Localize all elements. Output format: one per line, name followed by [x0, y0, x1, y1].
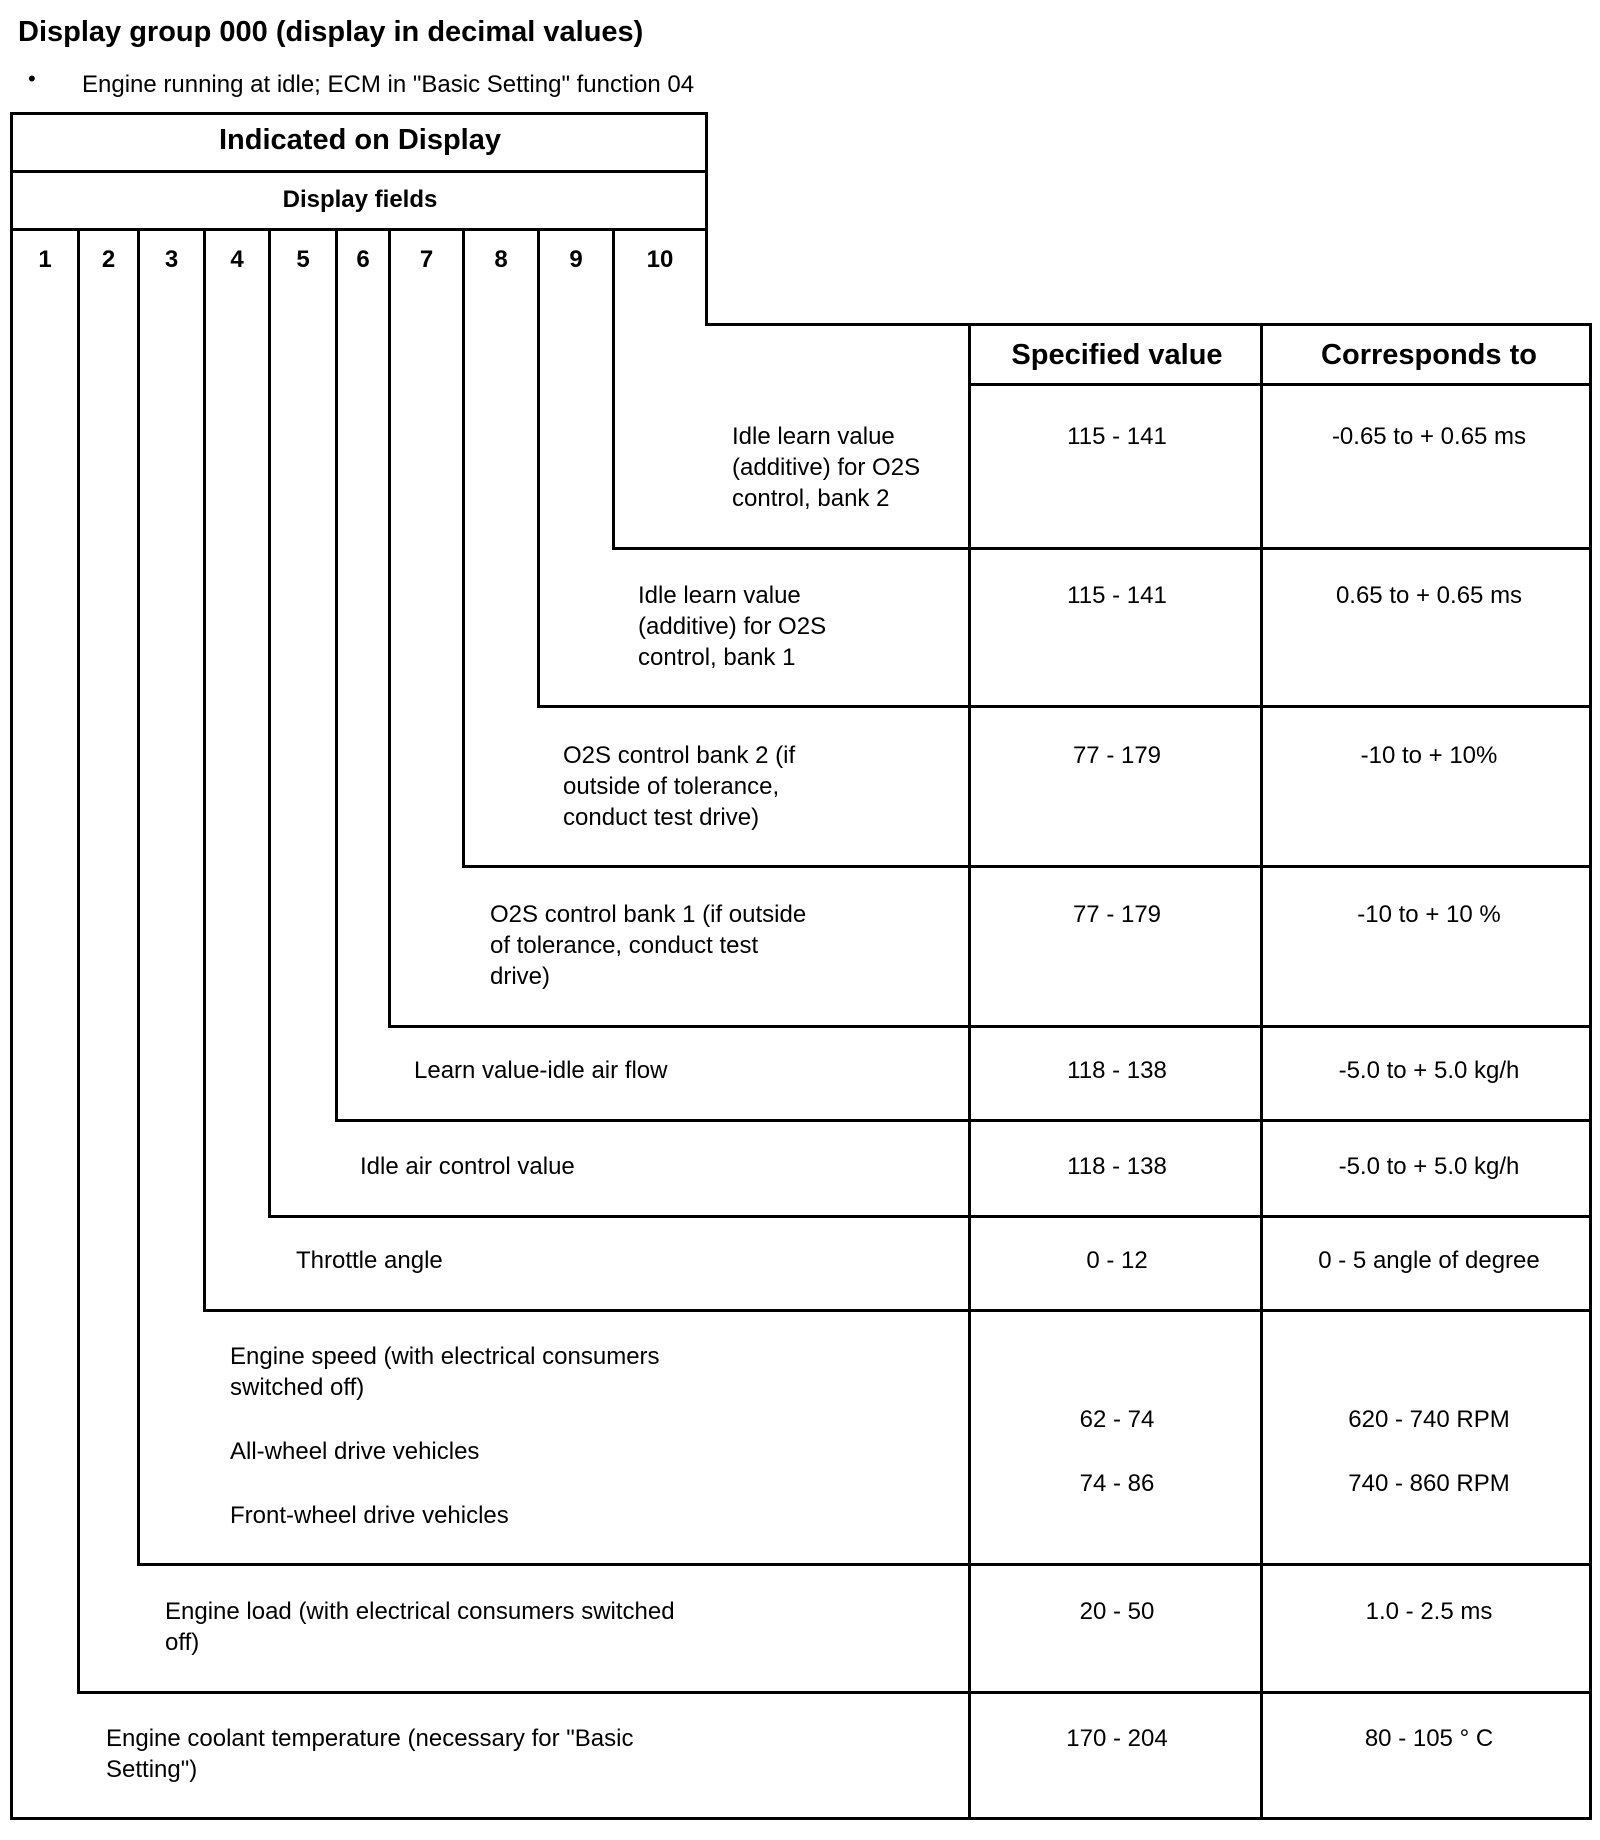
row-description: Engine speed (with electrical consumers switched off) [230, 1343, 660, 1401]
field-number: 8 [494, 246, 508, 273]
table-border-line [388, 1025, 1592, 1028]
row-description: Idle learn value (additive) for O2S control, bank 2 [732, 423, 921, 512]
row-description: Learn value-idle air flow [414, 1057, 668, 1084]
table-border-line [968, 383, 1592, 386]
field-number: 9 [569, 246, 583, 273]
table-border-line [203, 228, 206, 1312]
specified-value: 115 - 141 [1067, 582, 1167, 609]
table-border-line [612, 547, 1592, 550]
table-border-line [10, 112, 708, 115]
table-border-line [537, 228, 540, 708]
specified-value: 77 - 179 [1072, 901, 1162, 928]
table-border-line [462, 228, 465, 868]
field-number: 3 [164, 246, 179, 273]
row-description: Throttle angle [296, 1247, 443, 1274]
page-title: Display group 000 (display in decimal values) [18, 16, 644, 48]
table-border-line [335, 1119, 1592, 1122]
specified-value: 170 - 204 [1066, 1725, 1168, 1752]
table-border-line [10, 1817, 1592, 1820]
table-border-line [77, 1691, 1592, 1694]
bullet-point-icon: • [28, 66, 36, 91]
row-description: Engine coolant temperature (necessary for "Basic Setting") [106, 1725, 634, 1783]
table-border-line [705, 323, 1592, 326]
specified-value: 74 - 86 [1079, 1470, 1155, 1497]
specified-value: 20 - 50 [1079, 1598, 1155, 1625]
corresponds-value: 1.0 - 2.5 ms [1365, 1598, 1493, 1625]
row-description: Idle air control value [360, 1153, 575, 1180]
row-description: Idle learn value (additive) for O2S control, bank 1 [638, 582, 827, 671]
table-border-line [388, 228, 391, 1028]
corresponds-value: 620 - 740 RPM [1348, 1406, 1510, 1433]
specified-value: 115 - 141 [1067, 423, 1167, 450]
field-number: 7 [419, 246, 434, 273]
corresponds-value: -5.0 to + 5.0 kg/h [1338, 1057, 1520, 1084]
table-border-line [10, 228, 708, 231]
table-border-line [335, 228, 338, 1122]
row-description: O2S control bank 1 (if outside of tolerance, conduct test drive) [490, 901, 807, 990]
table-border-line [268, 1215, 1592, 1218]
table-border-line [462, 865, 1592, 868]
field-number: 4 [230, 246, 244, 273]
corresponds-value: -10 to + 10% [1360, 742, 1498, 769]
corresponds-value: -5.0 to + 5.0 kg/h [1338, 1153, 1520, 1180]
specified-value: 118 - 138 [1067, 1153, 1167, 1180]
table-border-line [10, 170, 708, 173]
table-border-line [612, 228, 615, 550]
table-border-line [268, 228, 271, 1218]
row-description: Engine load (with electrical consumers switched off) [165, 1598, 675, 1656]
table-border-line [137, 228, 140, 1566]
field-number: 1 [38, 246, 52, 273]
table-border-line [77, 228, 80, 1694]
corresponds-value: 0.65 to + 0.65 ms [1335, 582, 1523, 609]
specified-value: 118 - 138 [1067, 1057, 1167, 1084]
field-number: 10 [646, 246, 674, 273]
indicated-on-display-heading: Indicated on Display [219, 124, 501, 156]
table-border-line [137, 1563, 1592, 1566]
display-fields-heading: Display fields [282, 186, 438, 213]
specified-value-header: Specified value [1011, 339, 1223, 371]
specified-value: 62 - 74 [1079, 1406, 1155, 1433]
table-border-line [203, 1309, 1592, 1312]
specified-value: 0 - 12 [1086, 1247, 1148, 1274]
table-border-line [10, 112, 13, 1820]
specified-value: 77 - 179 [1072, 742, 1162, 769]
field-number: 6 [356, 246, 370, 273]
table-border-line [537, 705, 1592, 708]
sub-row-label: All-wheel drive vehicles [230, 1438, 480, 1465]
corresponds-value: 0 - 5 angle of degree [1318, 1247, 1540, 1274]
sub-row-label: Front-wheel drive vehicles [230, 1502, 509, 1529]
corresponds-value: 740 - 860 RPM [1348, 1470, 1510, 1497]
field-number: 5 [296, 246, 310, 273]
corresponds-value: -10 to + 10 % [1357, 901, 1501, 928]
corresponds-to-header: Corresponds to [1321, 339, 1537, 371]
field-number: 2 [101, 246, 116, 273]
row-description: O2S control bank 2 (if outside of tolerance, conduct test drive) [563, 742, 796, 831]
condition-note: Engine running at idle; ECM in "Basic Setting" function 04 [82, 71, 695, 98]
corresponds-value: 80 - 105 ° C [1364, 1725, 1494, 1752]
corresponds-value: -0.65 to + 0.65 ms [1331, 423, 1527, 450]
